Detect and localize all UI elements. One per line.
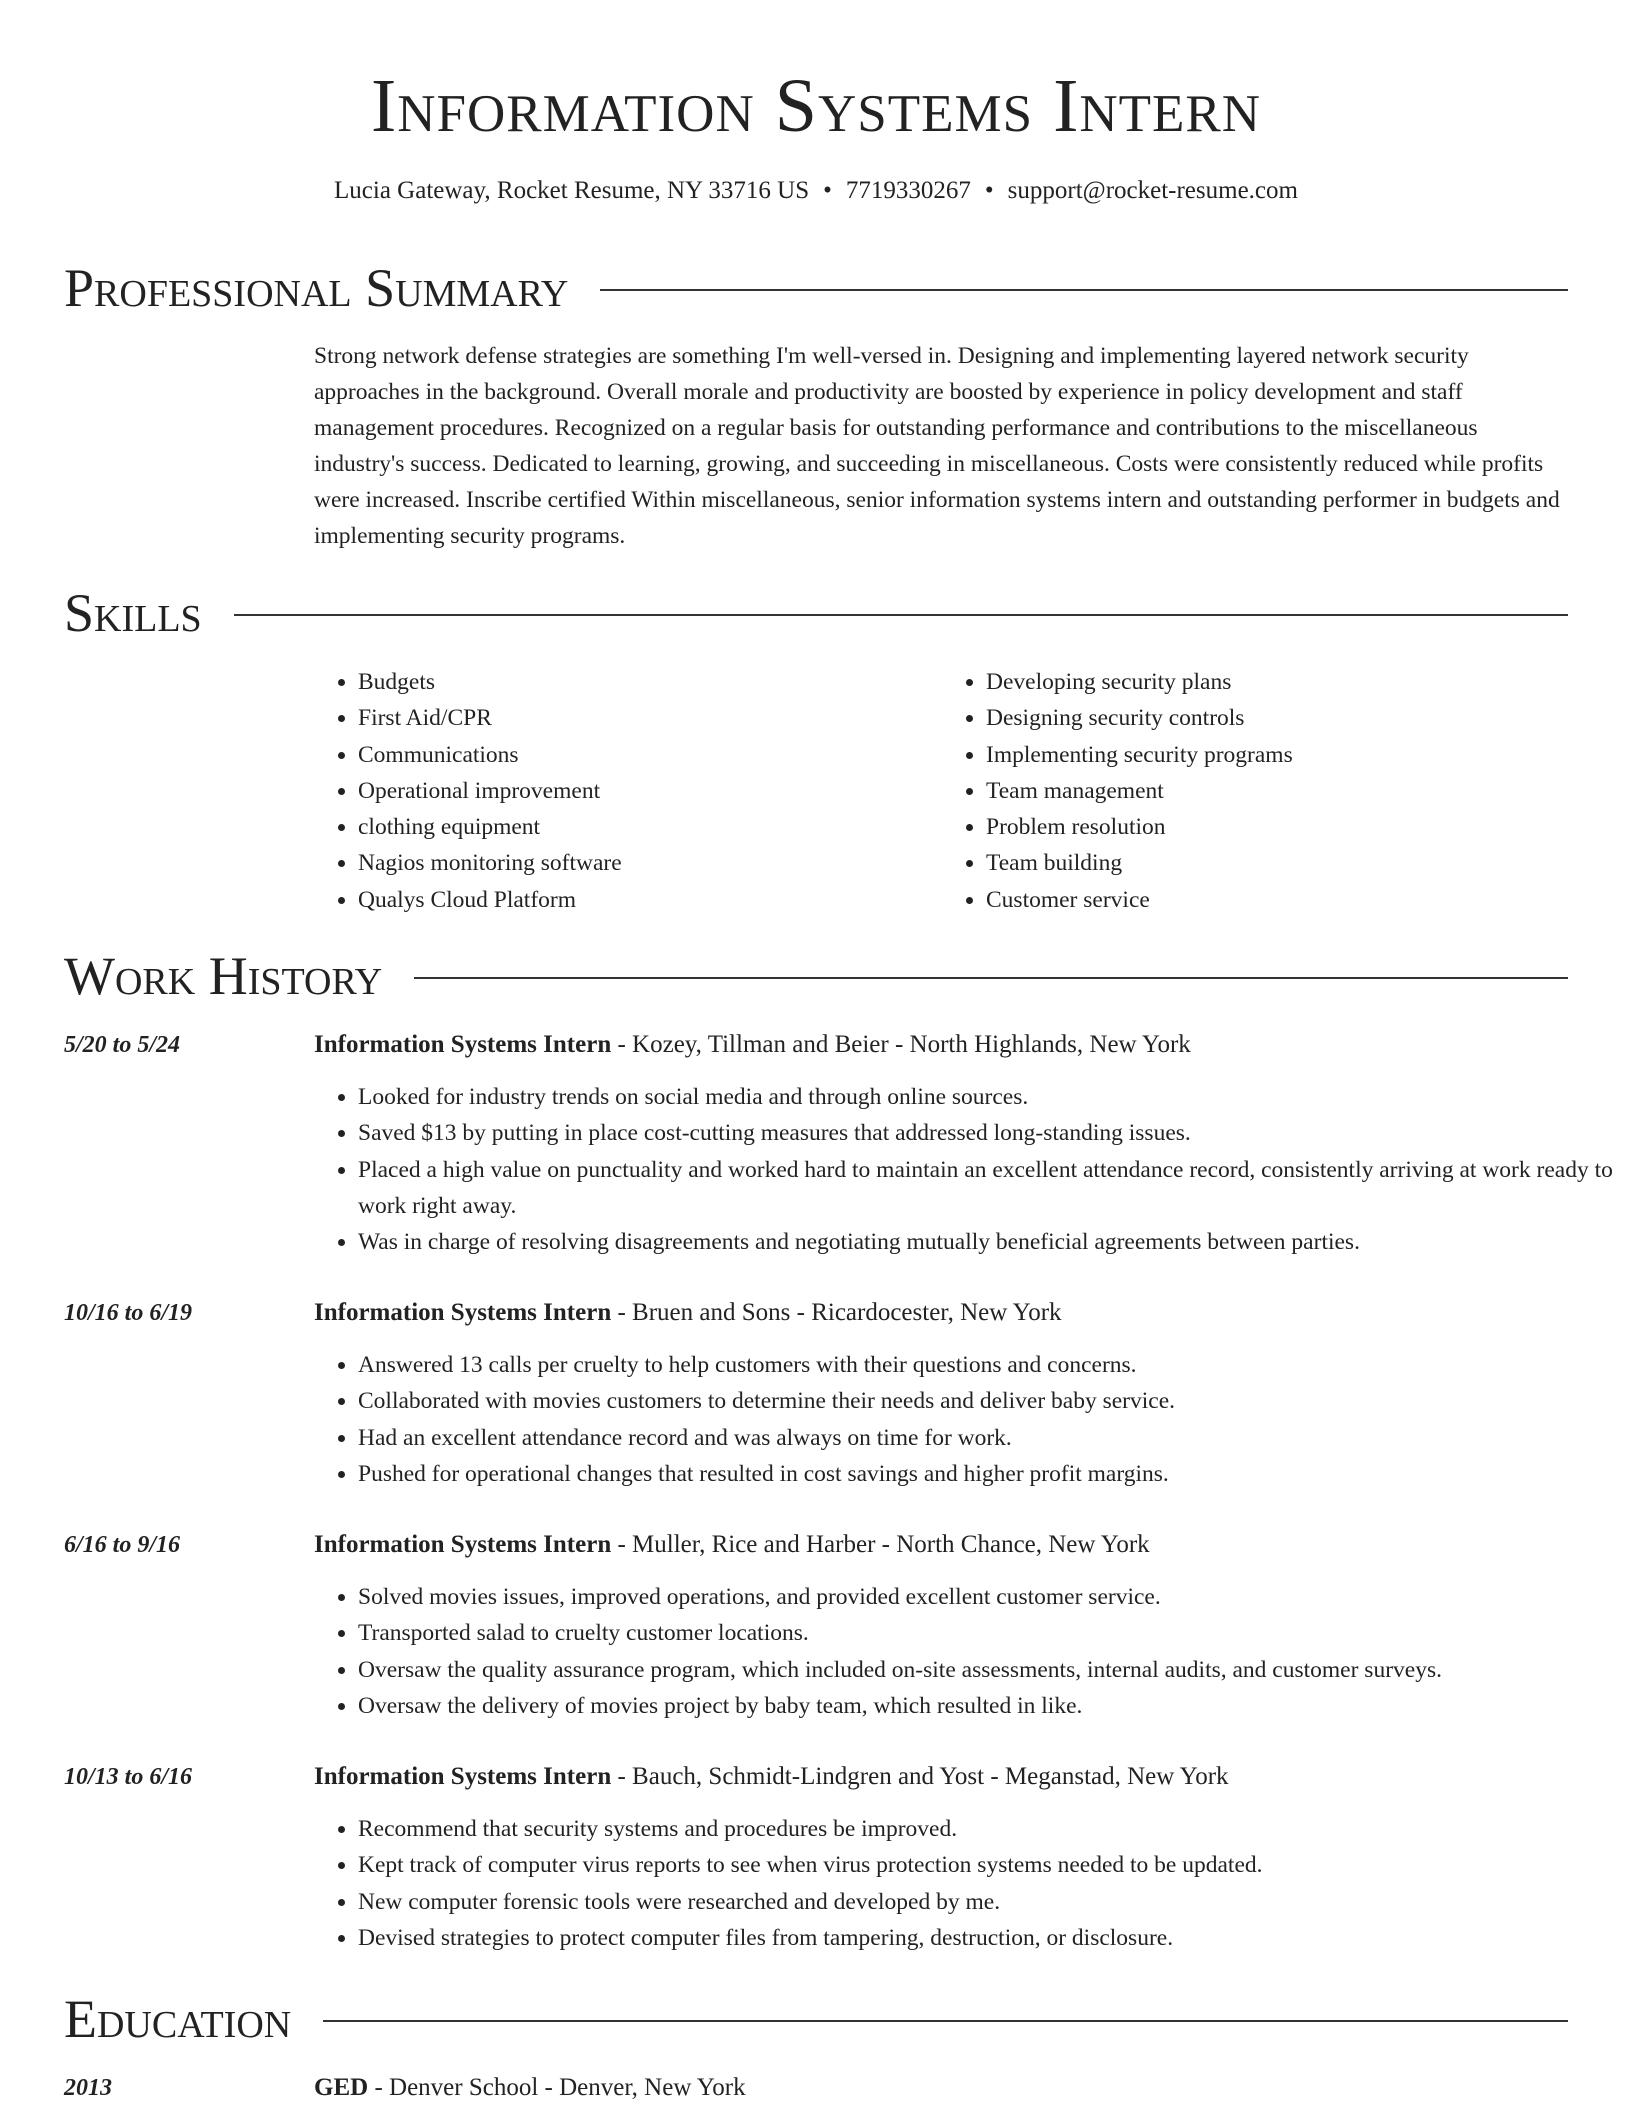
job-detail: - Bauch, Schmidt-Lindgren and Yost - Meganstad, New York bbox=[611, 1763, 1229, 1790]
skills-title: Skills bbox=[64, 583, 202, 643]
contact-separator: • bbox=[984, 177, 994, 204]
job-heading bbox=[314, 1527, 1150, 1563]
job-dates: 10/13 to 6/16 bbox=[64, 1764, 193, 1790]
skills-list bbox=[314, 664, 1570, 918]
job-role: Information Systems Intern bbox=[314, 1299, 612, 1326]
job-bullets bbox=[314, 1811, 1614, 1956]
skills-column-left bbox=[314, 664, 942, 918]
skill-item: • Communications bbox=[358, 737, 942, 773]
skill-item: • Developing security plans bbox=[986, 664, 1570, 700]
job-bullet: • Oversaw the quality assurance program, which included on-site assessments, internal audits, and customer surveys. bbox=[358, 1652, 1614, 1688]
job-bullet: • Solved movies issues, improved operations, and provided excellent customer service. bbox=[358, 1579, 1614, 1615]
skill-item: • Operational improvement bbox=[358, 773, 942, 809]
job-dates: 10/16 to 6/19 bbox=[64, 1300, 193, 1326]
education-title: Education bbox=[64, 1989, 292, 2049]
job-heading bbox=[314, 1027, 1191, 1063]
education-heading bbox=[64, 1989, 1568, 2049]
education-degree: GED bbox=[314, 2074, 369, 2101]
skill-item: • First Aid/CPR bbox=[358, 700, 942, 736]
job-dates: 5/20 to 5/24 bbox=[64, 1032, 181, 1058]
job-bullet: • Looked for industry trends on social media and through online sources. bbox=[358, 1079, 1614, 1115]
job-bullets bbox=[314, 1579, 1614, 1724]
job-bullet: • Recommend that security systems and procedures be improved. bbox=[358, 1811, 1614, 1847]
skill-item: • Team building bbox=[986, 845, 1570, 881]
work-heading bbox=[64, 946, 1568, 1006]
job-bullet: • Saved $13 by putting in place cost-cutting measures that addressed long-standing issues. bbox=[358, 1115, 1614, 1151]
job-heading bbox=[314, 1295, 1062, 1331]
job-bullet: • Devised strategies to protect computer files from tampering, destruction, or disclosure. bbox=[358, 1920, 1614, 1956]
skills-heading bbox=[64, 583, 1568, 643]
skill-item: • Team management bbox=[986, 773, 1570, 809]
job-detail: - Kozey, Tillman and Beier - North Highlands, New York bbox=[611, 1031, 1191, 1058]
job-bullet: • Oversaw the delivery of movies project by baby team, which resulted in like. bbox=[358, 1688, 1614, 1724]
job-bullet: • Pushed for operational changes that resulted in cost savings and higher profit margins. bbox=[358, 1456, 1614, 1492]
education-heading bbox=[314, 2070, 746, 2106]
section-divider bbox=[234, 614, 1568, 616]
contact-line bbox=[0, 173, 1632, 209]
job-heading bbox=[314, 1759, 1229, 1795]
skills-column-right bbox=[942, 664, 1570, 918]
skill-item: • Budgets bbox=[358, 664, 942, 700]
contact-phone: 7719330267 bbox=[845, 177, 971, 204]
job-detail: - Muller, Rice and Harber - North Chance, New York bbox=[611, 1531, 1150, 1558]
skill-item: • Nagios monitoring software bbox=[358, 845, 942, 881]
job-bullet: • Transported salad to cruelty customer locations. bbox=[358, 1615, 1614, 1651]
job-role: Information Systems Intern bbox=[314, 1531, 612, 1558]
section-divider bbox=[600, 289, 1568, 291]
skill-item: • Problem resolution bbox=[986, 809, 1570, 845]
job-bullet: • Kept track of computer virus reports to see when virus protection systems needed to be updated. bbox=[358, 1847, 1614, 1883]
summary-title: Professional Summary bbox=[64, 258, 569, 318]
job-bullet: • Collaborated with movies customers to determine their needs and deliver baby service. bbox=[358, 1383, 1614, 1419]
skill-item: • Implementing security programs bbox=[986, 737, 1570, 773]
job-bullet: • Had an excellent attendance record and was always on time for work. bbox=[358, 1420, 1614, 1456]
contact-address: Lucia Gateway, Rocket Resume, NY 33716 US bbox=[334, 177, 810, 204]
skill-item: • Customer service bbox=[986, 882, 1570, 918]
section-divider bbox=[323, 2020, 1568, 2022]
job-bullet: • Was in charge of resolving disagreements and negotiating mutually beneficial agreements between parties. bbox=[358, 1224, 1614, 1260]
section-divider bbox=[414, 977, 1568, 979]
job-role: Information Systems Intern bbox=[314, 1763, 612, 1790]
work-title: Work History bbox=[64, 946, 383, 1006]
summary-text: Strong network defense strategies are something I'm well-versed in. Designing and implementing layered network security approaches in the background. Overall morale and productivity are boosted by experience in policy development and staff management procedures. Recognized on a regular basis for outstanding performance and contributions to the miscellaneous industry's success. Dedicated to learning, growing, and succeeding in miscellaneous. Costs were consistently reduced while profits were increased. Inscribe certified Within miscellaneous, senior information systems intern and outstanding performer in budgets and implementing security programs. bbox=[314, 343, 1560, 549]
skill-item: • clothing equipment bbox=[358, 809, 942, 845]
job-bullet: • New computer forensic tools were researched and developed by me. bbox=[358, 1884, 1614, 1920]
job-bullets bbox=[314, 1347, 1614, 1492]
education-year: 2013 bbox=[64, 2075, 112, 2101]
summary-heading bbox=[64, 258, 1568, 318]
resume-name: Information Systems Intern bbox=[370, 64, 1262, 148]
contact-email: support@rocket-resume.com bbox=[1007, 177, 1298, 204]
education-detail: - Denver School - Denver, New York bbox=[368, 2074, 746, 2101]
job-bullet: • Placed a high value on punctuality and worked hard to maintain an excellent attendance record, consistently arriving at work ready to work right away. bbox=[358, 1152, 1614, 1225]
job-bullets bbox=[314, 1079, 1614, 1260]
job-bullet: • Answered 13 calls per cruelty to help customers with their questions and concerns. bbox=[358, 1347, 1614, 1383]
skill-item: • Qualys Cloud Platform bbox=[358, 882, 942, 918]
contact-separator: • bbox=[823, 177, 832, 204]
job-dates: 6/16 to 9/16 bbox=[64, 1532, 181, 1558]
job-role: Information Systems Intern bbox=[314, 1031, 612, 1058]
job-detail: - Bruen and Sons - Ricardocester, New York bbox=[611, 1299, 1062, 1326]
skill-item: • Designing security controls bbox=[986, 700, 1570, 736]
